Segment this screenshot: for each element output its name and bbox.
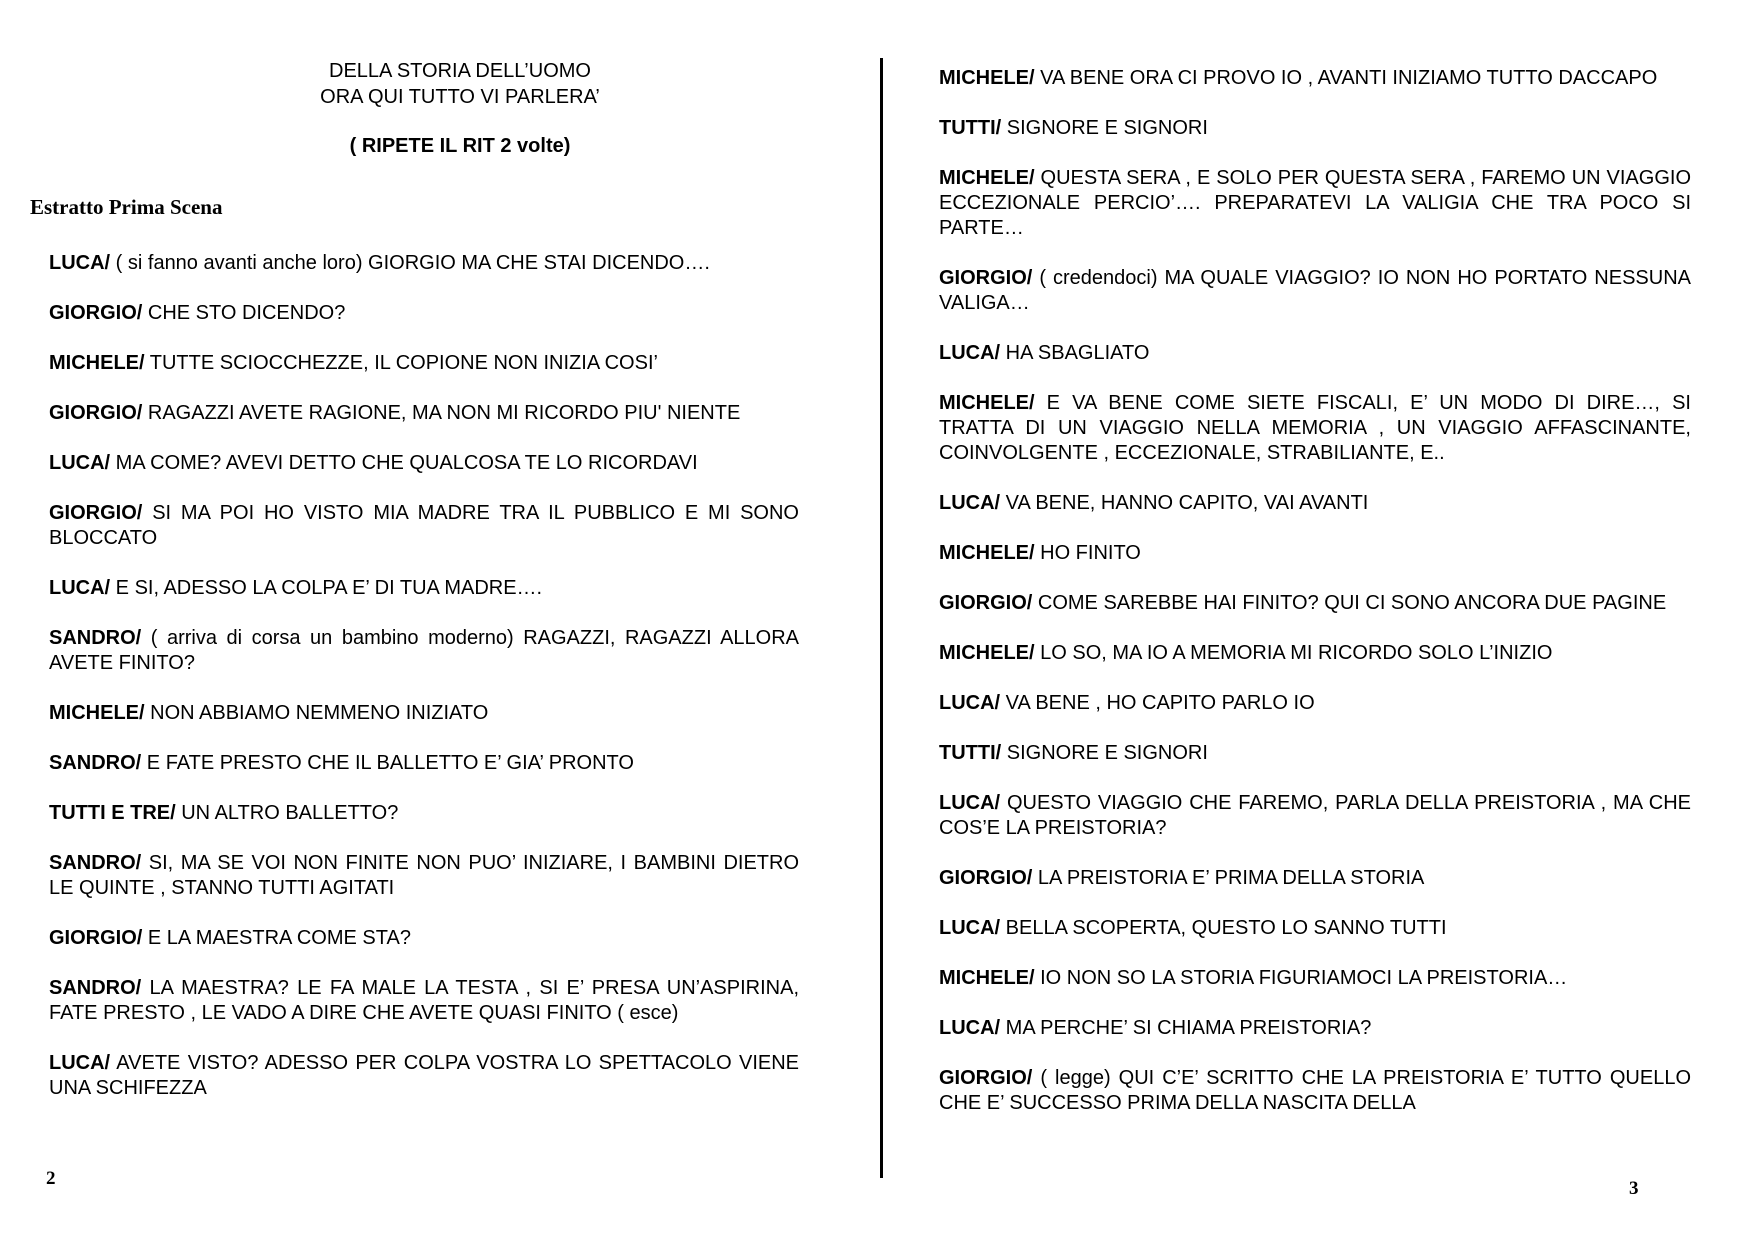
dialogue-line — [49, 626, 799, 676]
speaker-name: SANDRO/ — [49, 752, 142, 774]
speaker-name: GIORGIO/ — [49, 502, 143, 524]
dialogue-text: ( credendoci) MA QUALE VIAGGIO? IO NON HO PORTATO NESSUNA VALIGA… — [939, 267, 1691, 314]
dialogue-text: AVETE VISTO? ADESSO PER COLPA VOSTRA LO SPETTACOLO VIENE UNA SCHIFEZZA — [49, 1052, 799, 1099]
dialogue-line — [939, 491, 1691, 516]
dialogue-text: LO SO, MA IO A MEMORIA MI RICORDO SOLO L’INIZIO — [1034, 642, 1553, 664]
speaker-name: LUCA/ — [49, 252, 111, 274]
speaker-name: SANDRO/ — [49, 627, 142, 649]
speaker-name: MICHELE/ — [939, 167, 1035, 189]
dialogue-line — [49, 926, 799, 951]
speaker-name: TUTTI/ — [939, 742, 1002, 764]
dialogue-list — [49, 251, 799, 1126]
dialogue-text: VA BENE ORA CI PROVO IO , AVANTI INIZIAMO TUTTO DACCAPO — [1034, 67, 1658, 89]
dialogue-line — [939, 266, 1691, 316]
header-line: ORA QUI TUTTO VI PARLERA’ — [320, 86, 600, 108]
dialogue-line — [49, 401, 799, 426]
speaker-name: TUTTI E TRE/ — [49, 802, 176, 824]
dialogue-text: HA SBAGLIATO — [1000, 342, 1150, 364]
dialogue-line — [939, 791, 1691, 841]
speaker-name: GIORGIO/ — [939, 592, 1033, 614]
speaker-name: MICHELE/ — [939, 642, 1035, 664]
dialogue-text: HO FINITO — [1034, 542, 1141, 564]
dialogue-list — [939, 66, 1691, 1141]
song-ending — [210, 58, 710, 110]
dialogue-text: UN ALTRO BALLETTO? — [175, 802, 399, 824]
dialogue-text: RAGAZZI AVETE RAGIONE, MA NON MI RICORDO PIU' NIENTE — [142, 402, 741, 424]
chorus-note: ( RIPETE IL RIT 2 volte) — [349, 135, 571, 157]
dialogue-line — [49, 801, 799, 826]
dialogue-text: NON ABBIAMO NEMMENO INIZIATO — [144, 702, 489, 724]
speaker-name: MICHELE/ — [49, 702, 145, 724]
dialogue-line — [939, 966, 1691, 991]
dialogue-line — [939, 691, 1691, 716]
speaker-name: GIORGIO/ — [49, 302, 143, 324]
dialogue-line — [49, 851, 799, 901]
dialogue-line — [49, 351, 799, 376]
dialogue-line — [49, 701, 799, 726]
speaker-name: LUCA/ — [49, 577, 111, 599]
speaker-name: MICHELE/ — [939, 542, 1035, 564]
page-number: 2 — [46, 1168, 56, 1189]
right-page — [880, 0, 1754, 1240]
dialogue-text: LA MAESTRA? LE FA MALE LA TESTA , SI E’ PRESA UN’ASPIRINA, FATE PRESTO , LE VADO A DIRE CHE AVETE QUASI FINITO ( esce) — [49, 977, 799, 1024]
speaker-name: LUCA/ — [49, 452, 111, 474]
dialogue-text: BELLA SCOPERTA, QUESTO LO SANNO TUTTI — [1000, 917, 1447, 939]
dialogue-text: CHE STO DICENDO? — [142, 302, 346, 324]
dialogue-text: ( si fanno avanti anche loro) GIORGIO MA CHE STAI DICENDO…. — [110, 252, 710, 274]
dialogue-text: ( legge) QUI C’E’ SCRITTO CHE LA PREISTORIA E’ TUTTO QUELLO CHE E’ SUCCESSO PRIMA DELLA NASCITA DELLA — [939, 1067, 1691, 1114]
page-number: 3 — [1629, 1178, 1639, 1199]
dialogue-line — [939, 866, 1691, 891]
dialogue-text: SIGNORE E SIGNORI — [1001, 742, 1208, 764]
dialogue-line — [49, 976, 799, 1026]
dialogue-text: ( arriva di corsa un bambino moderno) RAGAZZI, RAGAZZI ALLORA AVETE FINITO? — [49, 627, 799, 674]
dialogue-text: E FATE PRESTO CHE IL BALLETTO E’ GIA’ PRONTO — [141, 752, 634, 774]
dialogue-line — [939, 591, 1691, 616]
dialogue-line — [939, 391, 1691, 466]
speaker-name: LUCA/ — [939, 917, 1001, 939]
speaker-name: MICHELE/ — [939, 67, 1035, 89]
dialogue-line — [939, 541, 1691, 566]
dialogue-line — [49, 751, 799, 776]
dialogue-text: E SI, ADESSO LA COLPA E’ DI TUA MADRE…. — [110, 577, 543, 599]
dialogue-line — [939, 916, 1691, 941]
dialogue-line — [49, 451, 799, 476]
dialogue-line — [49, 501, 799, 551]
header-line: DELLA STORIA DELL’UOMO — [329, 60, 591, 82]
dialogue-line — [49, 301, 799, 326]
dialogue-text: E VA BENE COME SIETE FISCALI, E’ UN MODO DI DIRE…, SI TRATTA DI UN VIAGGIO NELLA MEMORIA , UN VIAGGIO AFFASCINANTE, COINVOLGENTE , ECCEZIONALE, STRABILIANTE, E.. — [939, 392, 1691, 464]
speaker-name: GIORGIO/ — [49, 927, 143, 949]
speaker-name: SANDRO/ — [49, 852, 142, 874]
dialogue-line — [49, 576, 799, 601]
speaker-name: TUTTI/ — [939, 117, 1002, 139]
dialogue-line — [939, 341, 1691, 366]
dialogue-line — [939, 1066, 1691, 1116]
dialogue-text: SI, MA SE VOI NON FINITE NON PUO’ INIZIARE, I BAMBINI DIETRO LE QUINTE , STANNO TUTTI AGITATI — [49, 852, 799, 899]
dialogue-line — [939, 116, 1691, 141]
speaker-name: GIORGIO/ — [939, 867, 1033, 889]
speaker-name: LUCA/ — [939, 792, 1001, 814]
dialogue-line — [49, 1051, 799, 1101]
dialogue-text: SIGNORE E SIGNORI — [1001, 117, 1208, 139]
speaker-name: LUCA/ — [939, 692, 1001, 714]
speaker-name: LUCA/ — [939, 1017, 1001, 1039]
dialogue-text: TUTTE SCIOCCHEZZE, IL COPIONE NON INIZIA COSI’ — [144, 352, 658, 374]
speaker-name: GIORGIO/ — [939, 1067, 1033, 1089]
speaker-name: LUCA/ — [939, 342, 1001, 364]
speaker-name: SANDRO/ — [49, 977, 142, 999]
dialogue-line — [939, 1016, 1691, 1041]
dialogue-line — [939, 166, 1691, 241]
dialogue-text: SI MA POI HO VISTO MIA MADRE TRA IL PUBBLICO E MI SONO BLOCCATO — [49, 502, 799, 549]
speaker-name: GIORGIO/ — [939, 267, 1033, 289]
dialogue-text: E LA MAESTRA COME STA? — [142, 927, 411, 949]
dialogue-line — [49, 251, 799, 276]
speaker-name: MICHELE/ — [939, 967, 1035, 989]
speaker-name: GIORGIO/ — [49, 402, 143, 424]
speaker-name: LUCA/ — [49, 1052, 111, 1074]
scene-title: Estratto Prima Scena — [30, 195, 223, 219]
speaker-name: MICHELE/ — [49, 352, 145, 374]
dialogue-text: VA BENE , HO CAPITO PARLO IO — [1000, 692, 1315, 714]
dialogue-line — [939, 641, 1691, 666]
dialogue-text: MA PERCHE’ SI CHIAMA PREISTORIA? — [1000, 1017, 1372, 1039]
speaker-name: MICHELE/ — [939, 392, 1035, 414]
dialogue-line — [939, 66, 1691, 91]
dialogue-text: LA PREISTORIA E’ PRIMA DELLA STORIA — [1032, 867, 1425, 889]
dialogue-text: QUESTO VIAGGIO CHE FAREMO, PARLA DELLA PREISTORIA , MA CHE COS’E LA PREISTORIA? — [939, 792, 1691, 839]
speaker-name: LUCA/ — [939, 492, 1001, 514]
dialogue-text: VA BENE, HANNO CAPITO, VAI AVANTI — [1000, 492, 1369, 514]
dialogue-line — [939, 741, 1691, 766]
dialogue-text: IO NON SO LA STORIA FIGURIAMOCI LA PREISTORIA… — [1034, 967, 1568, 989]
dialogue-text: COME SAREBBE HAI FINITO? QUI CI SONO ANCORA DUE PAGINE — [1032, 592, 1667, 614]
dialogue-text: MA COME? AVEVI DETTO CHE QUALCOSA TE LO RICORDAVI — [110, 452, 698, 474]
dialogue-text: QUESTA SERA , E SOLO PER QUESTA SERA , FAREMO UN VIAGGIO ECCEZIONALE PERCIO’…. PREPARATEVI LA VALIGIA CHE TRA POCO SI PARTE… — [939, 167, 1691, 239]
